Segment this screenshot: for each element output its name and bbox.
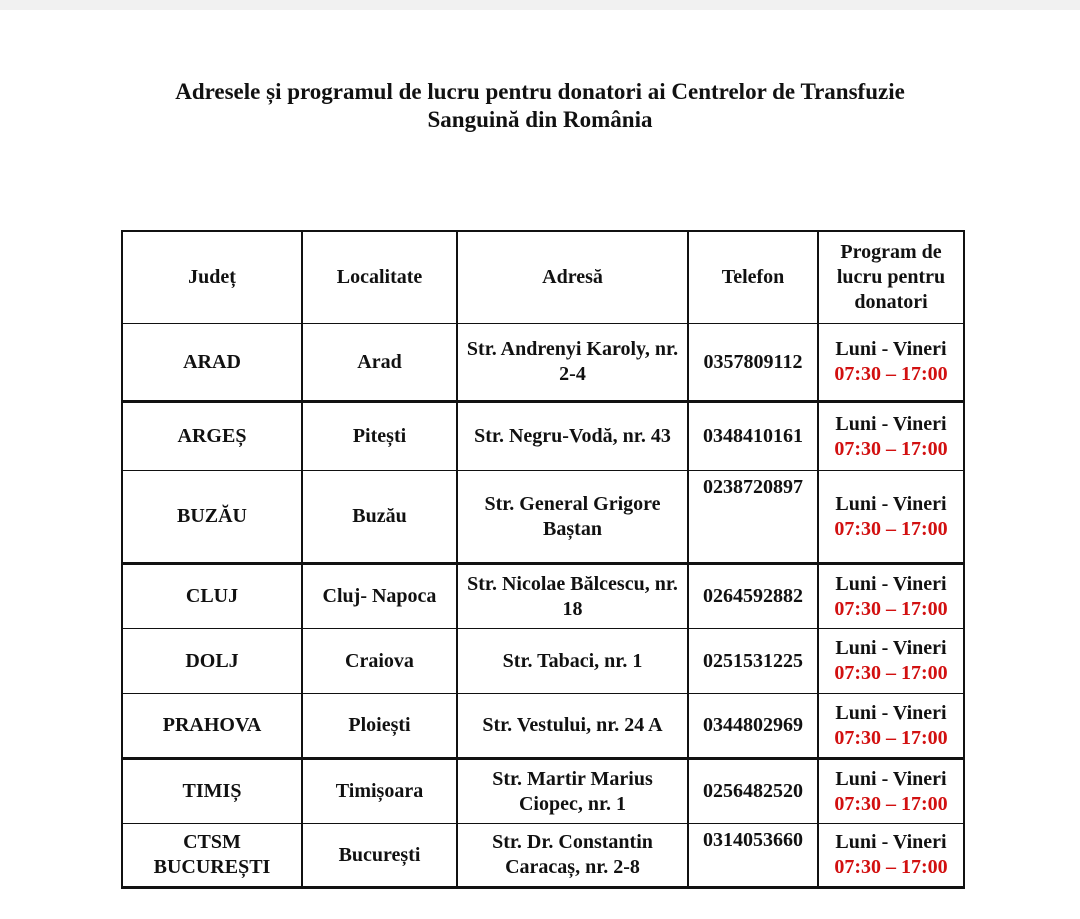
cell-county: CTSM BUCUREȘTI [123,824,303,886]
schedule-hours: 07:30 – 17:00 [834,856,948,878]
schedule-hours: 07:30 – 17:00 [834,662,948,684]
cell-phone: 0264592882 [689,565,819,629]
schedule-hours: 07:30 – 17:00 [834,726,948,749]
cell-locality: Craiova [303,629,458,694]
cell-locality: Cluj- Napoca [303,565,458,629]
schedule-days: Luni - Vineri [835,572,947,595]
schedule-days: Luni - Vineri [835,767,947,790]
cell-address: Str. Nicolae Bălcescu, nr. 18 [458,565,689,629]
cell-address: Str. Martir Marius Ciopec, nr. 1 [458,760,689,824]
schedule-hours: 07:30 – 17:00 [834,437,948,460]
table-row [123,403,963,471]
header-county: Județ [123,232,303,324]
cell-locality: Arad [303,324,458,403]
header-locality: Localitate [303,232,458,324]
table-row [123,324,963,403]
cell-locality: Ploiești [303,694,458,760]
cell-locality: Pitești [303,403,458,471]
cell-phone: 0357809112 [689,324,819,403]
cell-address: Str. Negru-Vodă, nr. 43 [458,403,689,471]
cell-schedule [819,565,963,629]
cell-county: CLUJ [123,565,303,629]
cell-schedule [819,694,963,760]
table-row [123,471,963,565]
schedule-hours: 07:30 – 17:00 [834,517,948,540]
schedule-hours: 07:30 – 17:00 [834,792,948,815]
table-row [123,824,963,886]
cell-county: PRAHOVA [123,694,303,760]
cell-locality: București [303,824,458,886]
top-strip [0,0,1080,10]
cell-locality: Buzău [303,471,458,565]
cell-phone: 0238720897 [689,471,819,565]
cell-address: Str. Tabaci, nr. 1 [458,629,689,694]
cell-county: ARAD [123,324,303,403]
cell-phone: 0256482520 [689,760,819,824]
schedule-hours: 07:30 – 17:00 [834,363,948,385]
cell-schedule [819,629,963,694]
schedule-hours: 07:30 – 17:00 [834,597,948,620]
title-line-2: Sanguină din România [427,107,653,132]
cell-address: Str. Dr. Constantin Caracaș, nr. 2-8 [458,824,689,886]
cell-county: BUZĂU [123,471,303,565]
document-title [0,78,1080,134]
cell-address: Str. Vestului, nr. 24 A [458,694,689,760]
cell-county: ARGEȘ [123,403,303,471]
title-line-1: Adresele și programul de lucru pentru donatori ai Centrelor de Transfuzie [175,79,905,104]
schedule-days: Luni - Vineri [835,701,947,724]
cell-phone: 0344802969 [689,694,819,760]
transfusion-centers-table [121,230,965,889]
cell-schedule [819,760,963,824]
cell-locality: Timișoara [303,760,458,824]
cell-schedule [819,403,963,471]
cell-county: TIMIȘ [123,760,303,824]
table-header-row [123,232,963,324]
cell-schedule [819,324,963,403]
table-row [123,565,963,629]
table-row [123,629,963,694]
header-schedule: Program de lucru pentru donatori [819,232,963,324]
table-row [123,694,963,760]
cell-phone: 0251531225 [689,629,819,694]
cell-address: Str. General Grigore Baștan [458,471,689,565]
schedule-days: Luni - Vineri [835,637,947,659]
header-phone: Telefon [689,232,819,324]
cell-phone: 0314053660 [689,824,819,886]
cell-schedule [819,471,963,565]
header-address: Adresă [458,232,689,324]
schedule-days: Luni - Vineri [835,831,947,853]
cell-county: DOLJ [123,629,303,694]
cell-phone: 0348410161 [689,403,819,471]
schedule-days: Luni - Vineri [835,492,947,515]
cell-schedule [819,824,963,886]
schedule-days: Luni - Vineri [835,412,947,435]
cell-address: Str. Andrenyi Karoly, nr. 2-4 [458,324,689,403]
table-row [123,760,963,824]
schedule-days: Luni - Vineri [835,338,947,360]
